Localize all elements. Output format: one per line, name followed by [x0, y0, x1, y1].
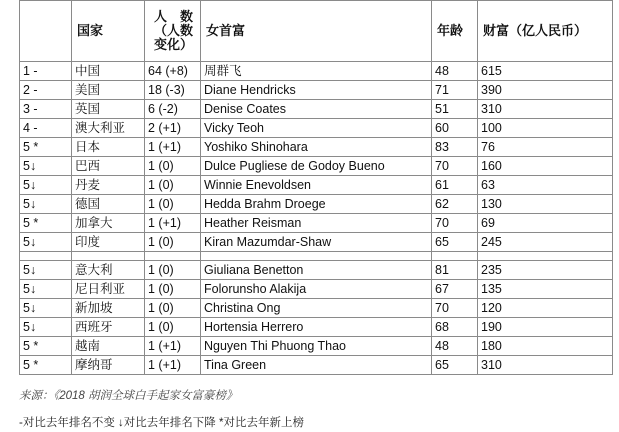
cell-name: Yoshiko Shinohara: [201, 138, 432, 157]
cell-wealth: 135: [478, 280, 613, 299]
table-gap-row: [20, 252, 613, 261]
table-row: [20, 138, 613, 157]
table-row: [20, 62, 613, 81]
cell-rank: 4 -: [20, 119, 72, 138]
cell-wealth: 615: [478, 62, 613, 81]
cell-country: 印度: [72, 233, 145, 252]
cell-age: 70: [432, 299, 478, 318]
table-row: [20, 195, 613, 214]
cell-count: 1 (0): [145, 299, 201, 318]
cell-count: 64 (+8): [145, 62, 201, 81]
cell-age: 67: [432, 280, 478, 299]
cell-wealth: 310: [478, 356, 613, 375]
ranking-table-container: [19, 0, 612, 375]
table-row: [20, 214, 613, 233]
cell-name: Giuliana Benetton: [201, 261, 432, 280]
cell-wealth: 100: [478, 119, 613, 138]
cell-age: 68: [432, 318, 478, 337]
cell-age: 83: [432, 138, 478, 157]
cell-rank: 5 *: [20, 356, 72, 375]
cell-rank: 5↓: [20, 280, 72, 299]
table-row: [20, 100, 613, 119]
cell-country: 美国: [72, 81, 145, 100]
cell-wealth: 63: [478, 176, 613, 195]
table-header-row: [20, 1, 613, 62]
gap-cell: [478, 252, 613, 261]
table-row: [20, 157, 613, 176]
gap-cell: [72, 252, 145, 261]
source-note: 来源：《2018 胡润全球白手起家女富豪榜》: [19, 390, 238, 402]
table-row: [20, 81, 613, 100]
cell-country: 新加坡: [72, 299, 145, 318]
cell-age: 71: [432, 81, 478, 100]
cell-rank: 5↓: [20, 176, 72, 195]
header-count-line2: （人数: [153, 23, 193, 38]
cell-count: 1 (0): [145, 233, 201, 252]
cell-name: Hedda Brahm Droege: [201, 195, 432, 214]
cell-name: Denise Coates: [201, 100, 432, 119]
gap-cell: [20, 252, 72, 261]
table-row: [20, 119, 613, 138]
cell-rank: 5↓: [20, 195, 72, 214]
cell-count: 18 (-3): [145, 81, 201, 100]
cell-count: 1 (+1): [145, 138, 201, 157]
cell-rank: 5↓: [20, 318, 72, 337]
cell-count: 1 (0): [145, 280, 201, 299]
cell-name: Tina Green: [201, 356, 432, 375]
cell-rank: 5↓: [20, 299, 72, 318]
cell-country: 丹麦: [72, 176, 145, 195]
table-row: [20, 261, 613, 280]
cell-wealth: 180: [478, 337, 613, 356]
cell-count: 2 (+1): [145, 119, 201, 138]
cell-count: 1 (+1): [145, 214, 201, 233]
cell-wealth: 190: [478, 318, 613, 337]
cell-name: Diane Hendricks: [201, 81, 432, 100]
cell-rank: 5 *: [20, 214, 72, 233]
cell-age: 51: [432, 100, 478, 119]
cell-wealth: 235: [478, 261, 613, 280]
cell-country: 越南: [72, 337, 145, 356]
cell-wealth: 310: [478, 100, 613, 119]
cell-country: 意大利: [72, 261, 145, 280]
cell-name: Nguyen Thi Phuong Thao: [201, 337, 432, 356]
gap-cell: [432, 252, 478, 261]
cell-country: 英国: [72, 100, 145, 119]
cell-rank: 5 *: [20, 138, 72, 157]
cell-name: Heather Reisman: [201, 214, 432, 233]
ranking-table: [19, 0, 613, 375]
header-count-line1: 人 数: [153, 9, 193, 24]
cell-count: 1 (+1): [145, 337, 201, 356]
cell-age: 48: [432, 62, 478, 81]
ranking-table-body: [20, 1, 613, 375]
cell-country: 中国: [72, 62, 145, 81]
table-row: [20, 280, 613, 299]
cell-count: 1 (0): [145, 157, 201, 176]
cell-age: 65: [432, 356, 478, 375]
cell-name: Vicky Teoh: [201, 119, 432, 138]
cell-age: 70: [432, 157, 478, 176]
header-count: [145, 1, 201, 62]
cell-name: Dulce Pugliese de Godoy Bueno: [201, 157, 432, 176]
cell-count: 1 (0): [145, 195, 201, 214]
cell-rank: 5 *: [20, 337, 72, 356]
cell-wealth: 76: [478, 138, 613, 157]
cell-wealth: 120: [478, 299, 613, 318]
cell-country: 日本: [72, 138, 145, 157]
cell-name: Winnie Enevoldsen: [201, 176, 432, 195]
cell-country: 摩纳哥: [72, 356, 145, 375]
header-count-line3: 变化）: [153, 37, 193, 52]
cell-rank: 5↓: [20, 157, 72, 176]
header-age: 年龄: [432, 1, 478, 62]
table-row: [20, 176, 613, 195]
cell-rank: 2 -: [20, 81, 72, 100]
cell-count: 1 (+1): [145, 356, 201, 375]
cell-rank: 5↓: [20, 233, 72, 252]
cell-name: 周群飞: [201, 62, 432, 81]
cell-age: 81: [432, 261, 478, 280]
cell-name: Christina Ong: [201, 299, 432, 318]
cell-country: 加拿大: [72, 214, 145, 233]
cell-age: 60: [432, 119, 478, 138]
legend-note: -对比去年排名不变 ↓对比去年排名下降 *对比去年新上榜: [19, 417, 304, 429]
header-wealth: 财富（亿人民币）: [478, 1, 613, 62]
table-row: [20, 337, 613, 356]
cell-count: 6 (-2): [145, 100, 201, 119]
table-row: [20, 356, 613, 375]
header-rank: [20, 1, 72, 62]
cell-wealth: 160: [478, 157, 613, 176]
cell-wealth: 390: [478, 81, 613, 100]
cell-country: 巴西: [72, 157, 145, 176]
gap-cell: [145, 252, 201, 261]
cell-wealth: 245: [478, 233, 613, 252]
cell-country: 德国: [72, 195, 145, 214]
table-row: [20, 318, 613, 337]
table-row: [20, 233, 613, 252]
cell-country: 尼日利亚: [72, 280, 145, 299]
cell-age: 48: [432, 337, 478, 356]
cell-rank: 3 -: [20, 100, 72, 119]
cell-rank: 1 -: [20, 62, 72, 81]
table-row: [20, 299, 613, 318]
cell-count: 1 (0): [145, 261, 201, 280]
cell-rank: 5↓: [20, 261, 72, 280]
gap-cell: [201, 252, 432, 261]
cell-country: 澳大利亚: [72, 119, 145, 138]
cell-country: 西班牙: [72, 318, 145, 337]
header-richest: 女首富: [201, 1, 432, 62]
cell-age: 61: [432, 176, 478, 195]
cell-name: Folorunsho Alakija: [201, 280, 432, 299]
cell-count: 1 (0): [145, 318, 201, 337]
cell-age: 65: [432, 233, 478, 252]
cell-count: 1 (0): [145, 176, 201, 195]
cell-wealth: 69: [478, 214, 613, 233]
header-country: 国家: [72, 1, 145, 62]
cell-age: 70: [432, 214, 478, 233]
cell-name: Kiran Mazumdar-Shaw: [201, 233, 432, 252]
cell-age: 62: [432, 195, 478, 214]
cell-name: Hortensia Herrero: [201, 318, 432, 337]
cell-wealth: 130: [478, 195, 613, 214]
